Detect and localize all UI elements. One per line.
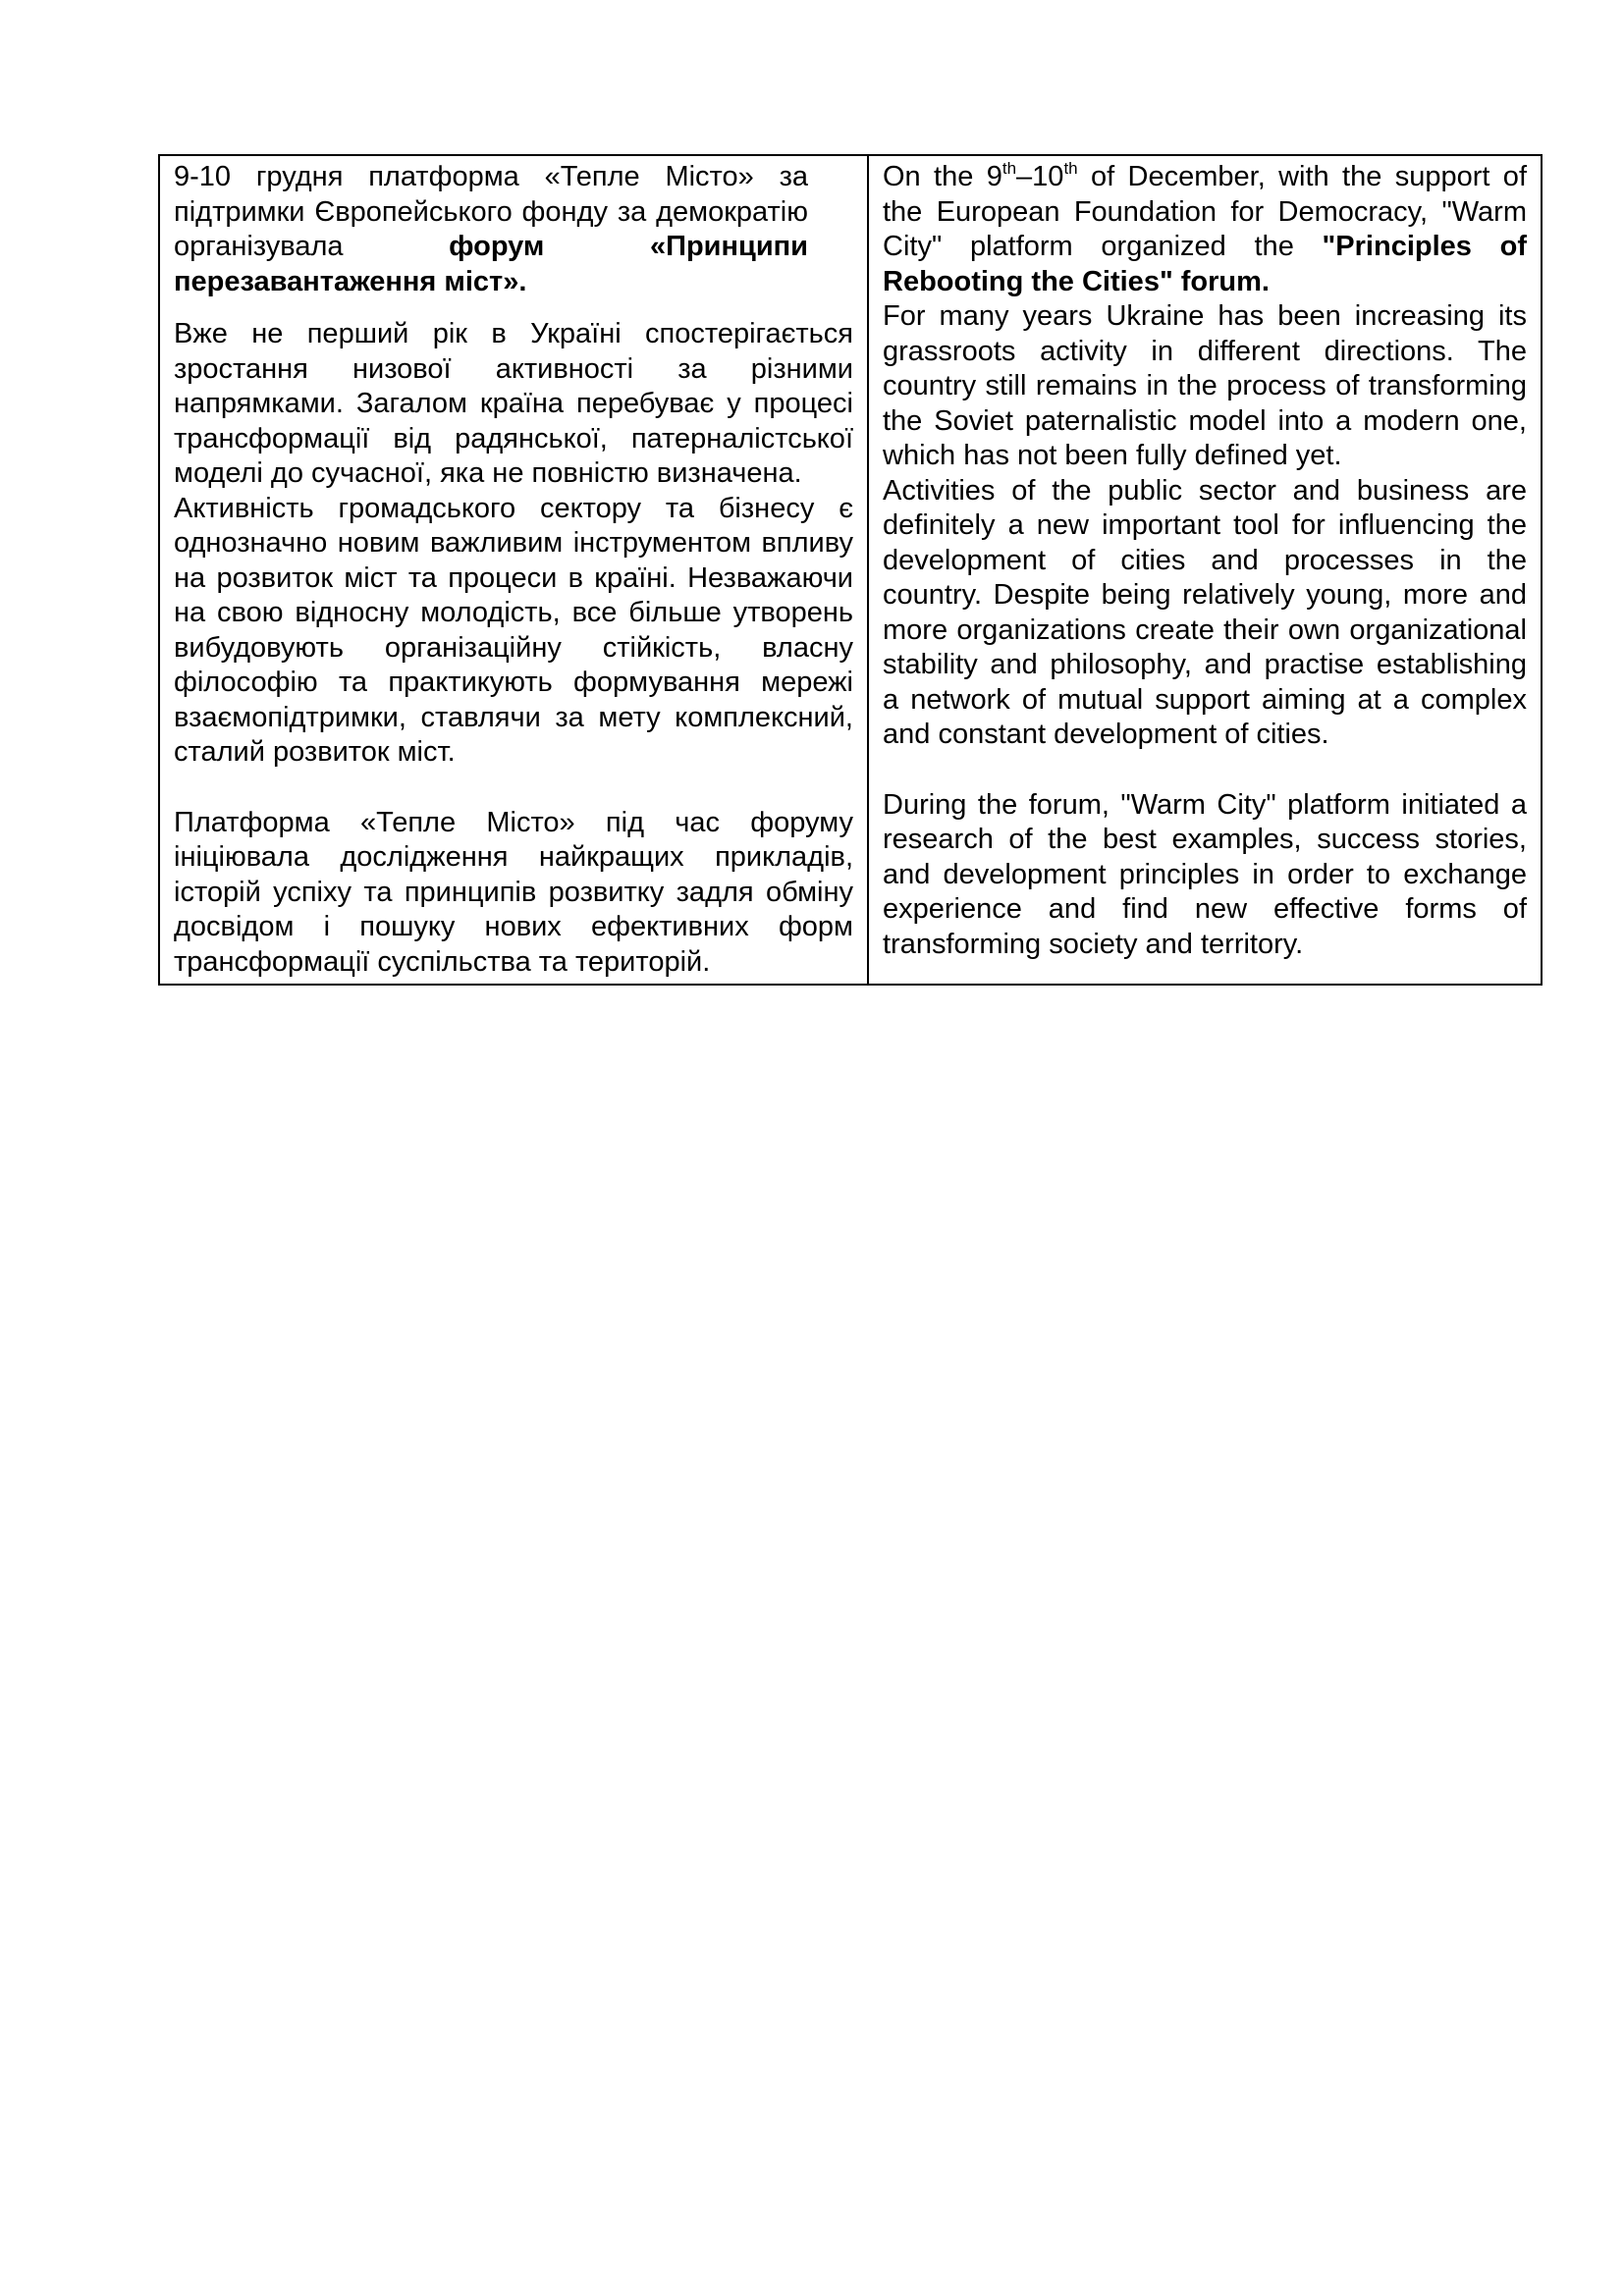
en-intro-sup-1: th [1001,159,1017,178]
uk-paragraph-4: Платформа «Тепле Місто» під час форуму ініціювала дослідження найкращих прикладів, історій успіху та принципів розвитку задля обміну досвідом і пошуку нових ефективних форм трансформації суспільства та територій. [174,806,853,978]
uk-forum-title: форум «Принципи перезавантаження міст». [174,231,808,297]
uk-paragraph-2: Вже не перший рік в Україні спостерігається зростання низової активності за різними напрямками. Загалом країна перебуває у процесі трансформації від радянської, патерналістської моделі до сучасної, яка не повністю визначена. [174,318,853,489]
en-intro-sup-2: th [1063,159,1078,178]
table-row [159,155,1542,985]
english-column [868,155,1542,985]
en-intro-text: of December, with the support of the European Foundation for Democracy, "Warm City" platform organized the [883,161,1527,262]
uk-paragraph-3: Активність громадського сектору та бізнесу є однозначно новим важливим інструментом впливу на розвиток міст та процеси в країні. Незважаючи на свою відносну молодість, все більше утворень вибудовують організаційну стійкість, власну філософію та практикують формування мережі взаємопідтримки, ставлячи за мету комплексний, сталий розвиток міст. [174,492,853,768]
en-forum-title: "Principles of Rebooting the Cities" forum. [883,231,1527,297]
en-paragraph-3: Activities of the public sector and business are definitely a new important tool for influencing the development of cities and processes in the country. Despite being relatively young, more and more organizations create their own organizational stability and philosophy, and practise establishing a network of mutual support aiming at a complex and constant development of cities. [883,474,1527,750]
en-intro-paragraph [883,160,1527,299]
en-intro-date-a: On the 9 [883,161,1002,192]
uk-intro-text: 9-10 грудня платформа «Тепле Місто» за підтримки Європейського фонду за демократію організувала [174,161,808,262]
en-paragraph-4: During the forum, "Warm City" platform initiated a research of the best examples, success stories, and development principles in order to exchange experience and find new effective forms of transforming society and territory. [883,788,1527,960]
uk-intro-paragraph [174,160,853,299]
bilingual-table [158,154,1543,986]
en-paragraph-2: For many years Ukraine has been increasing its grassroots activity in different directions. The country still remains in the process of transforming the Soviet paternalistic model into a modern one, which has not been fully defined yet. [883,300,1527,471]
en-intro-date-b: –10 [1016,161,1064,192]
ukrainian-column [159,155,868,985]
